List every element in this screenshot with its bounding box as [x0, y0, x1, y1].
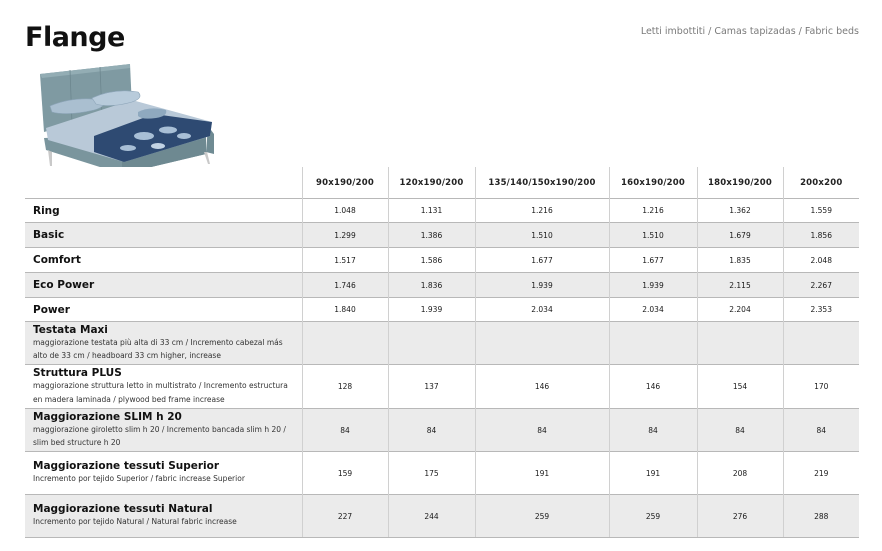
- row-name: Struttura PLUS: [33, 367, 122, 379]
- row-name: Power: [33, 303, 70, 316]
- price-cell: 1.386: [388, 223, 475, 248]
- price-cell: [388, 322, 475, 365]
- price-cell: [475, 322, 609, 365]
- row-label: [25, 199, 302, 223]
- table-row: [25, 322, 859, 365]
- row-name: Eco Power: [33, 279, 95, 291]
- price-cell: 1.048: [302, 199, 388, 223]
- column-header: 180x190/200: [697, 167, 783, 199]
- price-cell: 1.856: [783, 223, 859, 248]
- price-cell: 1.939: [388, 298, 475, 322]
- price-cell: [302, 322, 388, 365]
- price-cell: 1.679: [697, 223, 783, 248]
- price-cell: 84: [609, 409, 697, 452]
- category-label: Letti imbottiti / Camas tapizadas / Fabric beds: [640, 26, 859, 37]
- row-name: Ring: [33, 204, 60, 217]
- price-cell: 128: [302, 365, 388, 409]
- price-cell: 2.204: [697, 298, 783, 322]
- price-table: [25, 167, 859, 538]
- row-name: Comfort: [33, 254, 81, 266]
- price-cell: 1.559: [783, 199, 859, 223]
- price-cell: 219: [783, 452, 859, 495]
- price-cell: 175: [388, 452, 475, 495]
- price-cell: 259: [475, 495, 609, 538]
- price-cell: [609, 322, 697, 365]
- price-cell: 1.299: [302, 223, 388, 248]
- price-cell: 146: [475, 365, 609, 409]
- price-cell: 84: [475, 409, 609, 452]
- price-cell: 191: [609, 452, 697, 495]
- row-name: Testata Maxi: [33, 323, 108, 336]
- table-row: [25, 495, 859, 538]
- price-cell: 1.840: [302, 298, 388, 322]
- price-cell: 191: [475, 452, 609, 495]
- price-cell: 2.267: [783, 273, 859, 298]
- price-cell: 1.510: [475, 223, 609, 248]
- price-cell: 2.353: [783, 298, 859, 322]
- row-name: Basic: [33, 229, 65, 241]
- row-name: Maggiorazione tessuti Natural: [33, 503, 213, 516]
- price-cell: 154: [697, 365, 783, 409]
- price-cell: 208: [697, 452, 783, 495]
- table-header-row: [25, 167, 859, 199]
- row-label: [25, 452, 302, 495]
- price-cell: 276: [697, 495, 783, 538]
- column-header: 135/140/150x190/200: [475, 167, 609, 199]
- row-name: Maggiorazione tessuti Superior: [33, 460, 220, 473]
- table-row: [25, 248, 859, 273]
- price-cell: 1.939: [609, 273, 697, 298]
- price-cell: 2.048: [783, 248, 859, 273]
- price-cell: 1.216: [475, 199, 609, 223]
- price-cell: 84: [697, 409, 783, 452]
- row-description: Incremento por tejido Natural / Natural fabric increase: [33, 517, 237, 527]
- price-cell: 1.131: [388, 199, 475, 223]
- row-description: Incremento por tejido Superior / fabric increase Superior: [33, 474, 245, 484]
- column-header: 200x200: [783, 167, 859, 199]
- table-row: [25, 273, 859, 298]
- row-label: [25, 273, 302, 298]
- price-cell: 1.362: [697, 199, 783, 223]
- price-cell: 146: [609, 365, 697, 409]
- row-label: [25, 223, 302, 248]
- table-row: [25, 365, 859, 409]
- price-cell: 288: [783, 495, 859, 538]
- price-cell: 1.677: [475, 248, 609, 273]
- row-name: Maggiorazione SLIM h 20: [33, 410, 182, 423]
- price-cell: 84: [302, 409, 388, 452]
- price-cell: 2.115: [697, 273, 783, 298]
- price-cell: 1.746: [302, 273, 388, 298]
- table-row: [25, 452, 859, 495]
- row-label: [25, 322, 302, 365]
- column-header: 90x190/200: [302, 167, 388, 199]
- price-cell: 1.216: [609, 199, 697, 223]
- price-cell: 2.034: [609, 298, 697, 322]
- row-label: [25, 495, 302, 538]
- price-cell: 1.939: [475, 273, 609, 298]
- price-cell: 159: [302, 452, 388, 495]
- row-description: maggiorazione testata più alta di 33 cm / Incremento cabezal más alto de 33 cm / headboard 33 cm higher, increase: [33, 337, 283, 360]
- row-description: maggiorazione giroletto slim h 20 / Incremento bancada slim h 20 / slim bed structure h 20: [33, 424, 286, 447]
- row-label: [25, 248, 302, 273]
- header-corner: [25, 167, 302, 199]
- price-cell: 244: [388, 495, 475, 538]
- price-cell: 2.034: [475, 298, 609, 322]
- price-cell: 1.836: [388, 273, 475, 298]
- price-cell: [697, 322, 783, 365]
- row-label: [25, 365, 302, 409]
- row-label: [25, 409, 302, 452]
- table-row: [25, 409, 859, 452]
- price-cell: 1.510: [609, 223, 697, 248]
- row-label: [25, 298, 302, 322]
- table-row: [25, 199, 859, 223]
- column-header: 160x190/200: [609, 167, 697, 199]
- price-cell: 137: [388, 365, 475, 409]
- price-cell: 1.835: [697, 248, 783, 273]
- price-cell: 259: [609, 495, 697, 538]
- price-cell: 1.677: [609, 248, 697, 273]
- column-header: 120x190/200: [388, 167, 475, 199]
- price-cell: 84: [783, 409, 859, 452]
- price-cell: 84: [388, 409, 475, 452]
- price-cell: 1.586: [388, 248, 475, 273]
- table-row: [25, 298, 859, 322]
- price-cell: 227: [302, 495, 388, 538]
- price-cell: [783, 322, 859, 365]
- page-title: Flange: [25, 22, 125, 53]
- price-cell: 1.517: [302, 248, 388, 273]
- row-description: maggiorazione struttura letto in multistrato / Incremento estructura en madera laminada / plywood bed frame increase: [33, 381, 288, 404]
- price-cell: 170: [783, 365, 859, 409]
- table-row: [25, 223, 859, 248]
